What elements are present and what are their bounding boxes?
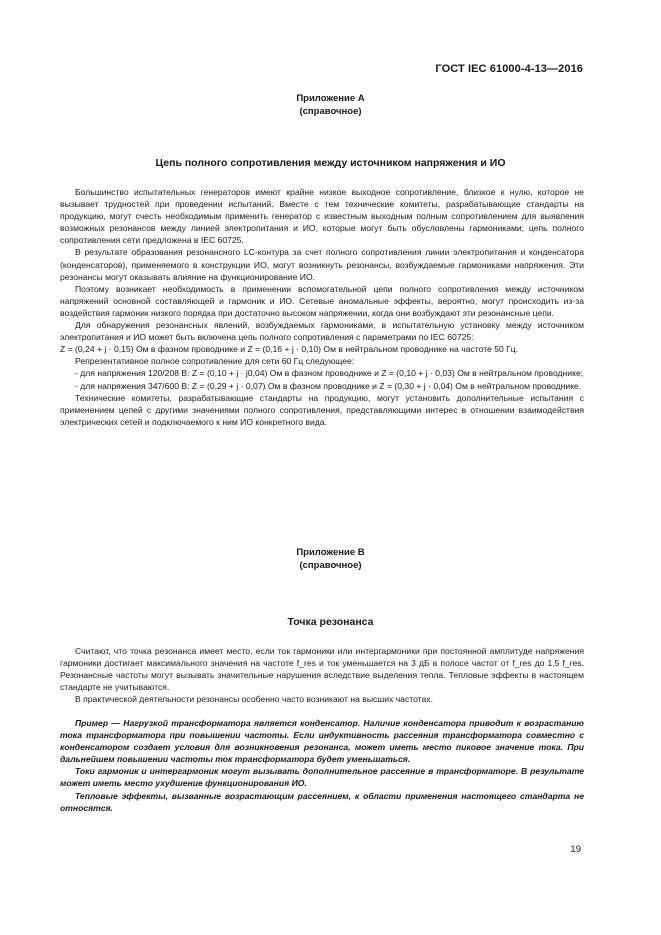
annex-b-title: Точка резонанса [287,616,374,628]
standard-designation: ГОСТ IEC 61000-4-13—2016 [435,63,583,75]
list-item: - для напряжения 120/208 В: Z = (0,10 + j · j0,04) Ом в фазном проводнике и Z = (0,10 + j · 0,03) Ом в нейтральном проводнике; [75,368,584,379]
example-paragraph: Пример — Нагрузкой трансформатора является конденсатор. Наличие конденсатора приводит к возрастанию тока трансформатора при повышении частоты. Если индуктивность рассеяния трансформатора совместно с конденсатором создает условия для возникновения резонанса, может иметь место пиковое значение тока. При дальнейшем повышении частоты ток трансформатора будет уменьшаться. [60,718,584,765]
annex-b-body [60,645,584,705]
annex-a-body [60,186,584,428]
example-paragraph: Токи гармоник и интергармоник могут вызывать дополнительное рассеяние в трансформаторе. В результате может иметь место ухудшение функционирования ИО. [60,766,584,789]
annex-b-label: Приложение В [296,547,365,558]
paragraph: Для обнаружения резонансных явлений, возбуждаемых гармониками, в испытательную установку между источником электропитания и ИО может быть включена цепь полного сопротивления с параметрами по IEC 60725: [60,320,584,343]
annex-b-heading [0,546,661,572]
paragraph: Технические комитеты, разрабатывающие стандарты на продукцию, могут установить дополнительные испытания с применением цепей с другими значениями полного сопротивления, представляющими интерес в отношении взаимодействия электрических сетей и подключаемого к ним ИО конкретного вида. [60,392,584,427]
annex-a-heading [0,92,661,118]
paragraph: Репрезентативное полное сопротивление для сети 60 Гц следующее: [75,356,355,367]
annex-a-note: (справочное) [299,106,362,117]
paragraph: Большинство испытательных генераторов имеют крайне низкое выходное сопротивление, близкое к нулю, которое не вызывает трудностей при проведении испытаний. Вместе с тем технические комитеты, разрабатывающие стандарты на продукцию, могут счесть необходимым применить генератор с известным выходным полным сопротивлением для выявления возможных резонансов между линией электропитания и ИО, которые могут быть обусловлены гармониками; цепь полного сопротивления сети предложена в IEC 60725. [60,187,584,246]
paragraph: В результате образования резонансного LC-контура за счет полного сопротивления линии электропитания и конденсатора (конденсаторов), применяемого в конструкции ИО, могут возникнуть резонансы, возбуждаемые гармониками напряжения. Эти резонансы могут оказывать влияние на функционирование ИО. [60,247,584,282]
example-paragraph: Тепловые эффекты, вызванные возрастающим рассеянием, к области применения настоящего стандарта не относятся. [60,790,584,813]
annex-b-example [60,717,584,814]
annex-a-title: Цепь полного сопротивления между источником напряжения и ИО [155,157,506,169]
page-number: 19 [570,844,581,855]
annex-a-label: Приложение А [296,93,365,104]
paragraph: Считают, что точка резонанса имеет место, если ток гармоники или интергармоники при постоянной амплитуде напряжения гармоники достигает максимального значения на частоте f_res и ток уменьшается на 3 дБ в полосе частот от f_res до 1,5 f_res. Резонансные частоты могут вызывать значительные нарушения вследствие выделения тепла. Тепловые эффекты в настоящем стандарте не учитываются. [60,646,584,693]
paragraph: В практической деятельности резонансы особенно часто возникают на высших частотах. [75,694,433,705]
paragraph: Поэтому возникает необходимость в применении вспомогательной цепи полного сопротивления между источником напряжений основной составляющей и гармоник и ИО. Сетевые аномальные эффекты, вероятно, могут происходить из-за воздействия гармоник низкого порядка при достаточно высоком напряжении, когда они возбуждают эти резонансные цепи. [60,283,584,318]
list-item: - для напряжения 347/600 В: Z = (0,29 + j · 0,07) Ом в фазном проводнике и Z = (0,30 + j · 0,04) Ом в нейтральном проводнике. [75,380,582,391]
annex-b-note: (справочное) [299,560,362,571]
formula-line: Z = (0,24 + j · 0,15) Ом в фазном проводнике и Z = (0,16 + j · 0,10) Ом в нейтральном проводнике на частоте 50 Гц. [60,344,519,355]
